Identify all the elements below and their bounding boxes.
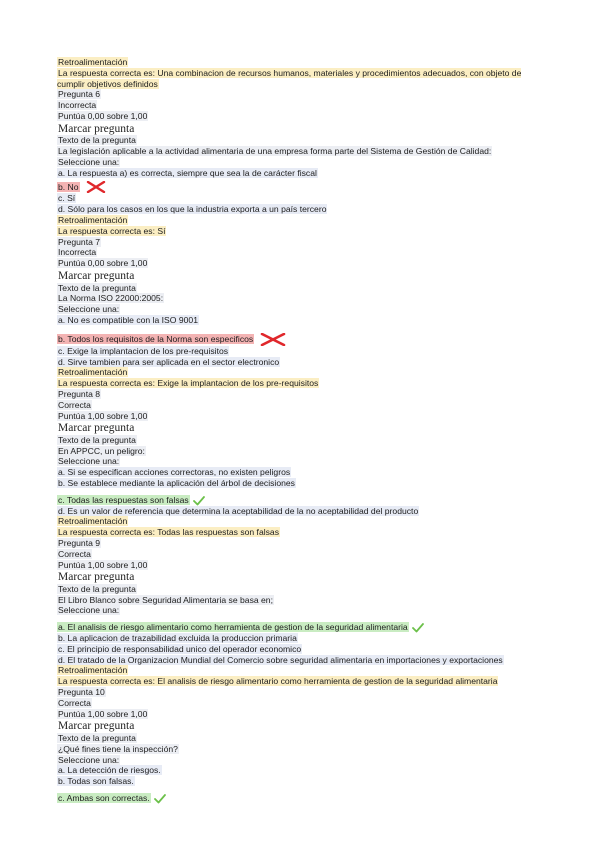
select-one-label: Seleccione una: — [58, 605, 120, 616]
feedback-heading: Retroalimentación — [58, 57, 128, 67]
flag-question-link[interactable]: Marcar pregunta — [58, 270, 135, 283]
option-b[interactable]: b. Se establece mediante la aplicación del árbol de decisiones — [58, 478, 295, 488]
feedback-heading: Retroalimentación — [58, 215, 128, 226]
select-one-label: Seleccione una: — [58, 304, 120, 315]
cross-icon — [86, 181, 106, 193]
correct-answer: La respuesta correcta es: Todas las respuestas son falsas — [58, 527, 280, 538]
check-icon — [193, 496, 205, 506]
flag-question-link[interactable]: Marcar pregunta — [58, 422, 135, 435]
question-status: Incorrecta — [58, 247, 97, 258]
question-prompt: El Libro Blanco sobre Seguridad Alimentaria se basa en; — [58, 594, 273, 605]
option-c[interactable]: c. Sí — [58, 193, 76, 204]
question-text-label: Texto de la pregunta — [58, 434, 136, 445]
question-text-label: Texto de la pregunta — [58, 583, 136, 594]
flag-question-link[interactable]: Marcar pregunta — [58, 571, 135, 584]
option-c-selected-correct[interactable]: c. Ambas son correctas. — [57, 793, 547, 804]
option-c[interactable]: c. El principio de responsabilidad unico del operador economico — [58, 643, 302, 654]
question-score: Puntúa 0,00 sobre 1,00 — [58, 258, 148, 269]
question-status: Incorrecta — [58, 100, 97, 111]
option-d[interactable]: d. El tratado de la Organizacion Mundial del Comercio sobre seguridad alimentaria en importaciones y exportaciones — [58, 654, 503, 665]
question-number: Pregunta 7 — [58, 236, 101, 247]
option-c[interactable]: c. Exige la implantacion de los pre-requisitos — [58, 345, 229, 356]
option-a[interactable]: a. La detección de riesgos. — [58, 765, 161, 776]
option-a[interactable]: a. La respuesta a) es correcta, siempre que sea la de carácter fiscal — [58, 167, 317, 178]
question-text-label: Texto de la pregunta — [58, 135, 136, 146]
flag-question-link[interactable]: Marcar pregunta — [58, 720, 135, 733]
feedback-heading: Retroalimentación — [58, 516, 128, 527]
question-prompt: En APPCC, un peligro: — [58, 445, 145, 456]
correct-answer: La respuesta correcta es: Una combinacion de recursos humanos, materiales y procedimientos adecuados, con objeto de cumplir objetivos definidos — [57, 67, 522, 89]
select-one-label: Seleccione una: — [58, 456, 120, 467]
question-score: Puntúa 0,00 sobre 1,00 — [58, 110, 148, 121]
question-number: Pregunta 10 — [58, 687, 105, 698]
correct-answer: La respuesta correcta es: Sí — [58, 225, 166, 236]
select-one-label: Seleccione una: — [58, 754, 120, 765]
check-icon — [154, 794, 166, 804]
option-c-selected-correct[interactable]: c. Todas las respuestas son falsas — [57, 495, 547, 506]
feedback-heading: Retroalimentación — [58, 367, 128, 378]
question-number: Pregunta 9 — [58, 537, 101, 548]
select-one-label: Seleccione una: — [58, 156, 120, 167]
question-prompt: La legislación aplicable a la actividad alimentaria de una empresa forma parte del Sistema de Gestión de Calidad: — [58, 146, 492, 157]
question-score: Puntúa 1,00 sobre 1,00 — [58, 708, 148, 719]
option-a[interactable]: a. Si se especifican acciones correctoras, no existen peligros — [58, 467, 291, 478]
option-d[interactable]: d. Sólo para los casos en los que la industria exporta a un país tercero — [58, 204, 327, 215]
question-prompt: La Norma ISO 22000:2005: — [58, 293, 164, 304]
check-icon — [412, 623, 424, 633]
question-number: Pregunta 8 — [58, 388, 101, 399]
cross-icon — [260, 333, 286, 346]
question-status: Correcta — [58, 399, 91, 410]
question-status: Correcta — [58, 548, 91, 559]
option-d[interactable]: d. Es un valor de referencia que determina la aceptabilidad de la no aceptabilidad del producto — [58, 505, 419, 516]
flag-question-link[interactable]: Marcar pregunta — [58, 122, 135, 135]
option-b-selected-wrong[interactable]: b. Todos los requisitos de la Norma son especificos — [57, 333, 547, 346]
correct-answer: La respuesta correcta es: Exige la implantacion de los pre-requisitos — [58, 378, 319, 389]
question-score: Puntúa 1,00 sobre 1,00 — [58, 559, 148, 570]
option-b[interactable]: b. Todas son falsas. — [58, 776, 134, 787]
question-text-label: Texto de la pregunta — [58, 732, 136, 743]
question-prompt: ¿Qué fines tiene la inspección? — [58, 743, 178, 754]
question-text-label: Texto de la pregunta — [58, 282, 136, 293]
question-status: Correcta — [58, 697, 91, 708]
option-a-selected-correct[interactable]: a. El analisis de riesgo alimentario como herramienta de gestion de la seguridad alimentaria — [57, 622, 547, 633]
option-b-selected-wrong[interactable]: b. No — [57, 181, 547, 193]
feedback-heading: Retroalimentación — [58, 665, 128, 676]
option-b[interactable]: b. La aplicacion de trazabilidad excluida la produccion primaria — [58, 633, 297, 644]
question-number: Pregunta 6 — [58, 89, 101, 100]
quiz-review-page — [57, 57, 547, 804]
question-score: Puntúa 1,00 sobre 1,00 — [58, 410, 148, 421]
correct-answer: La respuesta correcta es: El analisis de riesgo alimentario como herramienta de gestion de la seguridad alimentaria — [58, 676, 498, 687]
option-a[interactable]: a. No es compatible con la ISO 9001 — [58, 314, 198, 325]
option-d[interactable]: d. Sirve tambien para ser aplicada en el sector electronico — [58, 356, 280, 367]
